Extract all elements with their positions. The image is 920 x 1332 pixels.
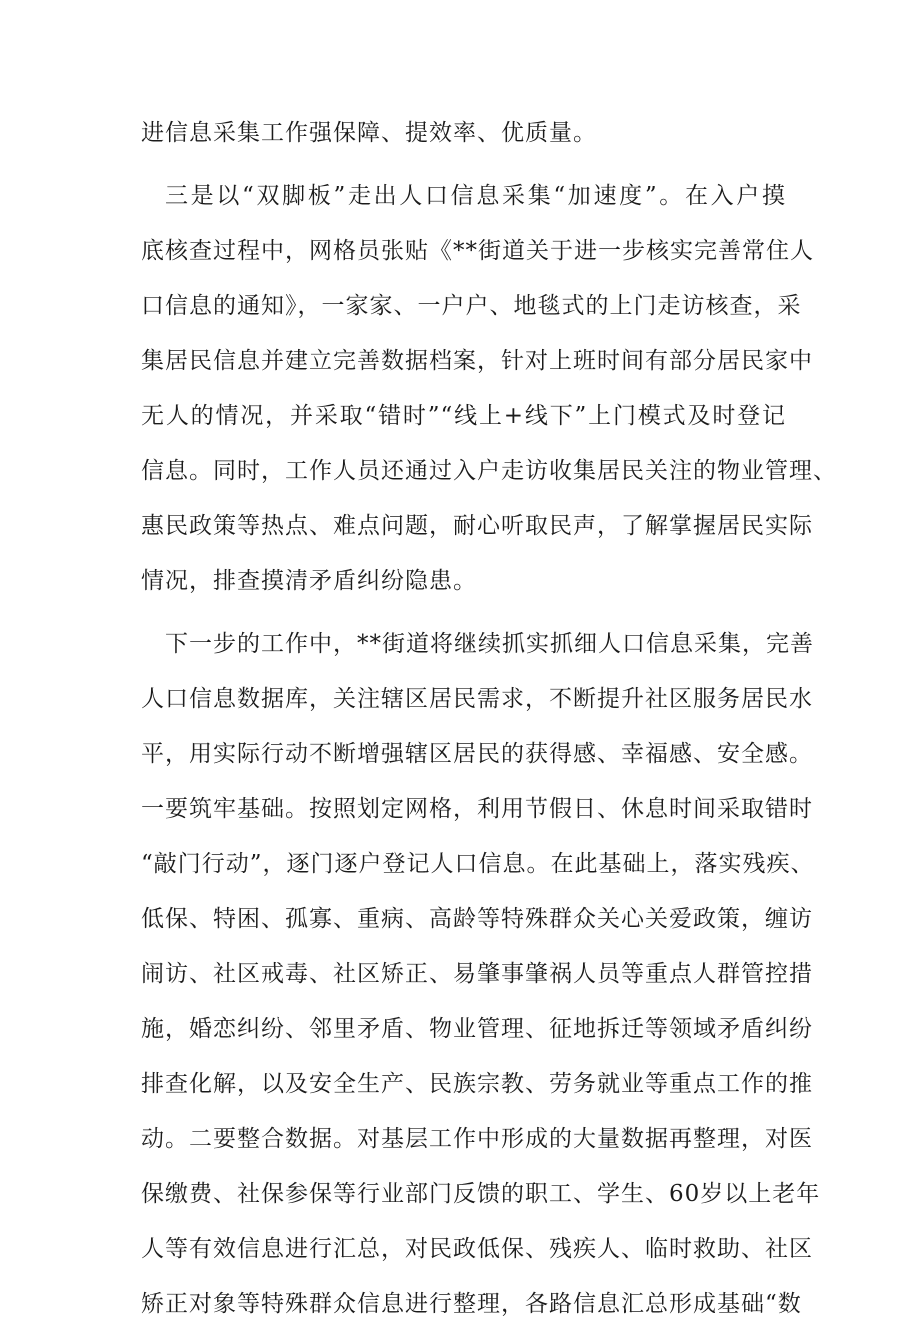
paragraph-2 <box>141 169 837 609</box>
paragraph-line: 人等有效信息进行汇总，对民政低保、残疾人、临时救助、社区 <box>141 1236 813 1262</box>
paragraph-line: 口信息的通知》，一家家、一户户、地毯式的上门走访核查，采 <box>141 293 802 319</box>
paragraph-line: 排查化解，以及安全生产、民族宗教、劳务就业等重点工作的推 <box>141 1071 813 1097</box>
paragraph-line: 低保、特困、孤寡、重病、高龄等特殊群众关心关爱政策，缠访 <box>141 906 813 932</box>
paragraph-line: 情况，排查摸清矛盾纠纷隐患。 <box>141 568 477 594</box>
paragraph-line: 底核查过程中，网格员张贴《**街道关于进一步核实完善常住人 <box>141 238 814 264</box>
document-body <box>141 106 837 1332</box>
paragraph-line: 惠民政策等热点、难点问题，耐心听取民声，了解掌握居民实际 <box>141 513 813 539</box>
paragraph-line: 信息。同时，工作人员还通过入户走访收集居民关注的物业管理、 <box>141 458 837 484</box>
paragraph-spacer <box>141 161 786 169</box>
paragraph-line: 矫正对象等特殊群众信息进行整理，各路信息汇总形成基础“数 <box>141 1291 802 1317</box>
paragraph-line: 无人的情况，并采取“错时”“线上+线下”上门模式及时登记 <box>141 403 786 429</box>
paragraph-line: 进信息采集工作强保障、提效率、优质量。 <box>141 120 597 146</box>
paragraph-line: 人口信息数据库，关注辖区居民需求，不断提升社区服务居民水 <box>141 686 813 712</box>
paragraph-line: 平，用实际行动不断增强辖区居民的获得感、幸福感、安全感。 <box>141 741 813 767</box>
paragraph-line: 集居民信息并建立完善数据档案，针对上班时间有部分居民家中 <box>141 348 813 374</box>
paragraph-line: 闹访、社区戒毒、社区矫正、易肇事肇祸人员等重点人群管控措 <box>141 961 813 987</box>
paragraph-line: 施，婚恋纠纷、邻里矛盾、物业管理、征地拆迁等领域矛盾纠纷 <box>141 1016 813 1042</box>
paragraph-3 <box>141 617 821 1332</box>
paragraph-line: 动。二要整合数据。对基层工作中形成的大量数据再整理，对医 <box>141 1126 813 1152</box>
paragraph-spacer <box>141 609 786 617</box>
paragraph-line: 一要筑牢基础。按照划定网格，利用节假日、休息时间采取错时 <box>141 796 813 822</box>
paragraph-line: “敲门行动”，逐门逐户登记人口信息。在此基础上，落实残疾、 <box>141 851 815 877</box>
paragraph-1 <box>141 106 786 161</box>
paragraph-line: 三是以“双脚板”走出人口信息采集“加速度”。在入户摸 <box>165 183 786 209</box>
paragraph-line: 下一步的工作中，**街道将继续抓实抓细人口信息采集，完善 <box>165 631 814 657</box>
paragraph-line: 保缴费、社保参保等行业部门反馈的职工、学生、60岁以上老年 <box>141 1181 821 1207</box>
